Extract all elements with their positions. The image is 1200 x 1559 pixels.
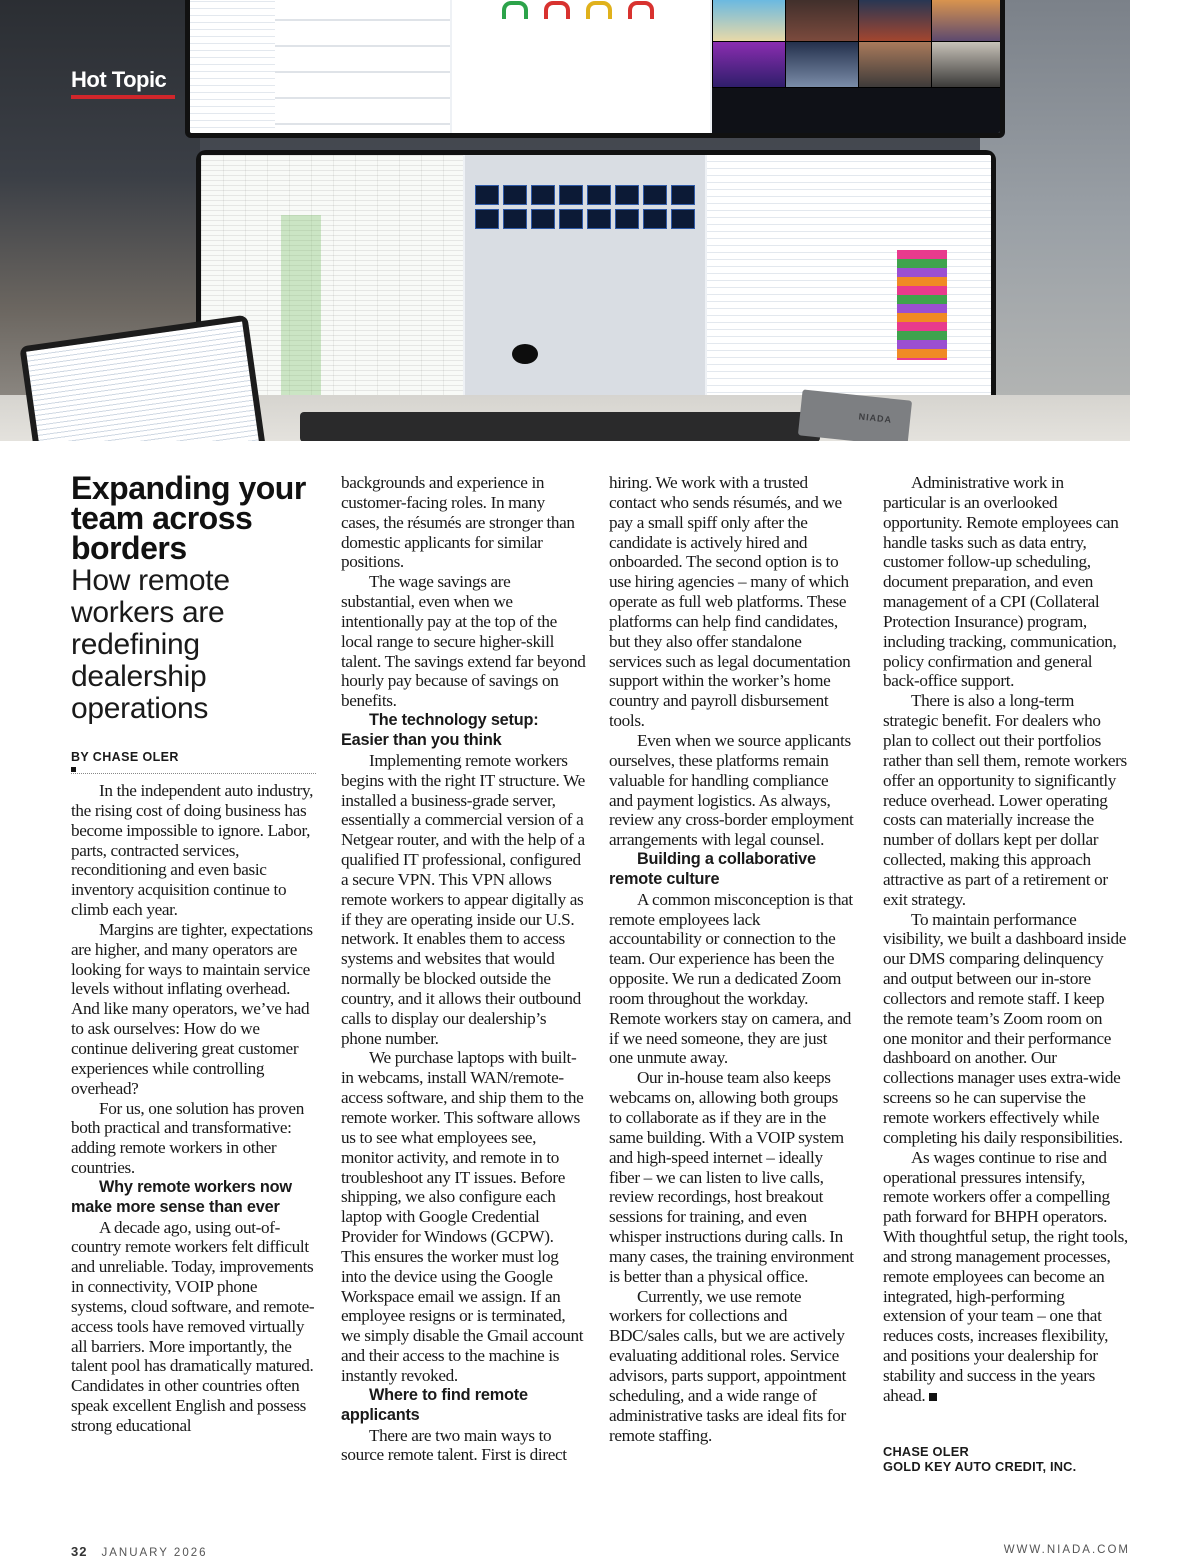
author-signature (883, 1444, 1128, 1474)
article-column-4 (883, 473, 1128, 1474)
paragraph: For us, one solution has proven both practical and transformative: adding remote workers in other countries. (71, 1098, 304, 1178)
paragraph-final (883, 1148, 1128, 1406)
article-column-3 (609, 473, 854, 1445)
byline-rule (71, 773, 316, 775)
footer-left (71, 1544, 208, 1559)
notebook-brand: NIADA (858, 411, 893, 425)
author-company: GOLD KEY AUTO CREDIT, INC. (883, 1458, 1077, 1474)
paragraph: Margins are tighter, expectations are higher, and many operators are looking for ways to maintain service levels without inflating overhead. And like many operators, we’ve had to ask ourselves: How do we continue delivering great customer experiences while controlling overhead? (71, 919, 313, 1098)
footer-website: WWW.NIADA.COM (1003, 1544, 1130, 1556)
paragraph: Our in-house team also keeps webcams on, allowing both groups to collaborate as if they are in the same building. With a VOIP system and high-speed internet – ideally fiber – we can listen to live calls, review recordings, host breakout sessions for training, and even whisper instructions during calls. In many cases, the training environment is better than a physical office. (609, 1068, 854, 1286)
byline-marker (71, 767, 76, 772)
paragraph: There are two main ways to source remote talent. First is direct (341, 1425, 567, 1465)
photo-curved-monitor (196, 150, 996, 410)
paragraph: To maintain performance visibility, we built a dashboard inside our DMS comparing delinquency and output between our in-store collectors and remote staff. I keep the remote team’s Zoom room on one monitor and their performance dashboard on another. Our collections manager uses extra-wide screens so he can supervise the remote workers effectively while completing his daily responsibilities. (883, 909, 1127, 1147)
section-heading: The technology setup: Easier than you think (341, 711, 539, 749)
paragraph: A decade ago, using out-of-country remote workers felt difficult and unreliable. Today, improvements in connectivity, VOIP phone systems, cloud software, and remote-access tools have removed virtually all barriers. More importantly, the talent pool has dramatically matured. Candidates in other countries often speak excellent English and possess strong educational (71, 1217, 315, 1435)
photo-keyboard (300, 412, 820, 441)
article-column-1 (71, 470, 316, 1436)
paragraph: Currently, we use remote workers for collections and BDC/sales calls, but we are actively evaluating additional roles. Service advisors, parts support, appointment scheduling, and a wide range of administrative tasks are ideal fits for remote staffing. (609, 1286, 847, 1445)
hero-photo (0, 0, 1130, 441)
author-name: CHASE OLER (883, 1443, 969, 1459)
section-heading: Where to find remote applicants (341, 1385, 528, 1424)
section-heading: Building a collaborative remote culture (609, 850, 816, 888)
paragraph: There is also a long-term strategic benefit. For dealers who plan to collect out their portfolios rather than sell them, remote workers offer an opportunity to significantly reduce overhead. Lower operating costs can materially increase the number of dollars kept per dollar collected, making this approach attractive as part of a retirement or exit strategy. (883, 691, 1127, 909)
section-label-underline (71, 95, 175, 99)
paragraph: Administrative work in particular is an overlooked opportunity. Remote employees can handle tasks such as data entry, customer follow-up scheduling, document preparation, and even management of a CPI (Collateral Protection Insurance) program, including tracking, communication, policy confirmation and general back-office support. (883, 473, 1119, 691)
section-label (71, 67, 175, 99)
article-headline: Expanding your team across borders (71, 470, 306, 566)
section-label-text: Hot Topic (71, 67, 167, 92)
photo-webcam (512, 344, 538, 364)
paragraph: We purchase laptops with built-in webcams, install WAN/remote-access software, and ship them to the remote worker. This software allows us to see what employees see, monitor activity, and remote in to troubleshoot any IT issues. Before shipping, we also configure each laptop with Google Credential Provider for Windows (GCPW). This ensures the worker must log into the device using the Google Workspace email we assign. If an employee resigns or is terminated, we simply disable the Gmail account and their access to the machine is instantly revoked. (341, 1048, 584, 1385)
paragraph: In the independent auto industry, the rising cost of doing business has become impossible to ignore. Labor, parts, contracted services, reconditioning and even basic inventory acquisition continue to climb each year. (71, 781, 314, 920)
paragraph-final-text: As wages continue to rise and operational pressures intensify, remote workers offer a compelling path forward for BHPH operators. With thoughtful setup, the right tools, and strong management processes, remote employees can become an integrated, high-performing extension of your team – one that reduces costs, increases flexibility, and positions your dealership for stability and success in the years ahead. (883, 1147, 1128, 1405)
paragraph: backgrounds and experience in customer-facing roles. In many cases, the résumés are stronger than domestic applicants for similar positions. (341, 473, 575, 572)
paragraph: The wage savings are substantial, even when we intentionally pay at the top of the local range to secure higher-skill talent. The savings extend far beyond hourly pay because of savings on benefits. (341, 572, 586, 711)
article-column-2 (341, 473, 586, 1465)
article-byline: BY CHASE OLER (71, 750, 179, 764)
paragraph: Even when we source applicants ourselves, these platforms remain valuable for handling compliance and payment logistics. As always, review any cross-border employment arrangements with legal counsel. (609, 730, 854, 850)
photo-top-monitor (185, 0, 1005, 138)
end-of-article-marker (929, 1393, 937, 1401)
page-number: 32 (71, 1544, 88, 1559)
paragraph: Implementing remote workers begins with the right IT structure. We installed a business-grade server, essentially a commercial version of a Netgear router, and with the help of a qualified IT professional, configured a secure VPN. This VPN allows remote workers to appear digitally as if they are operating inside our U.S. network. It enables them to access systems and websites that would normally be blocked outside the country, and it allows their outbound calls to display our dealership’s phone number. (341, 750, 585, 1048)
section-heading: Why remote workers now make more sense than ever (71, 1177, 292, 1216)
issue-date: JANUARY 2026 (101, 1547, 208, 1559)
paragraph: A common misconception is that remote employees lack accountability or connection to the team. Our experience has been the opposite. We run a dedicated Zoom room throughout the workday. Remote workers stay on camera, and if we need someone, they are just one unmute away. (609, 889, 853, 1068)
article-subheadline: How remote workers are redefining dealership operations (71, 564, 230, 725)
paragraph: hiring. We work with a trusted contact who sends résumés, and we pay a small spiff only after the candidate is actively hired and onboarded. The second option is to use hiring agencies – many of which operate as full web platforms. These platforms can help find candidates, but they also offer standalone services such as legal documentation support within the worker’s home country and payroll disbursement tools. (609, 473, 851, 731)
